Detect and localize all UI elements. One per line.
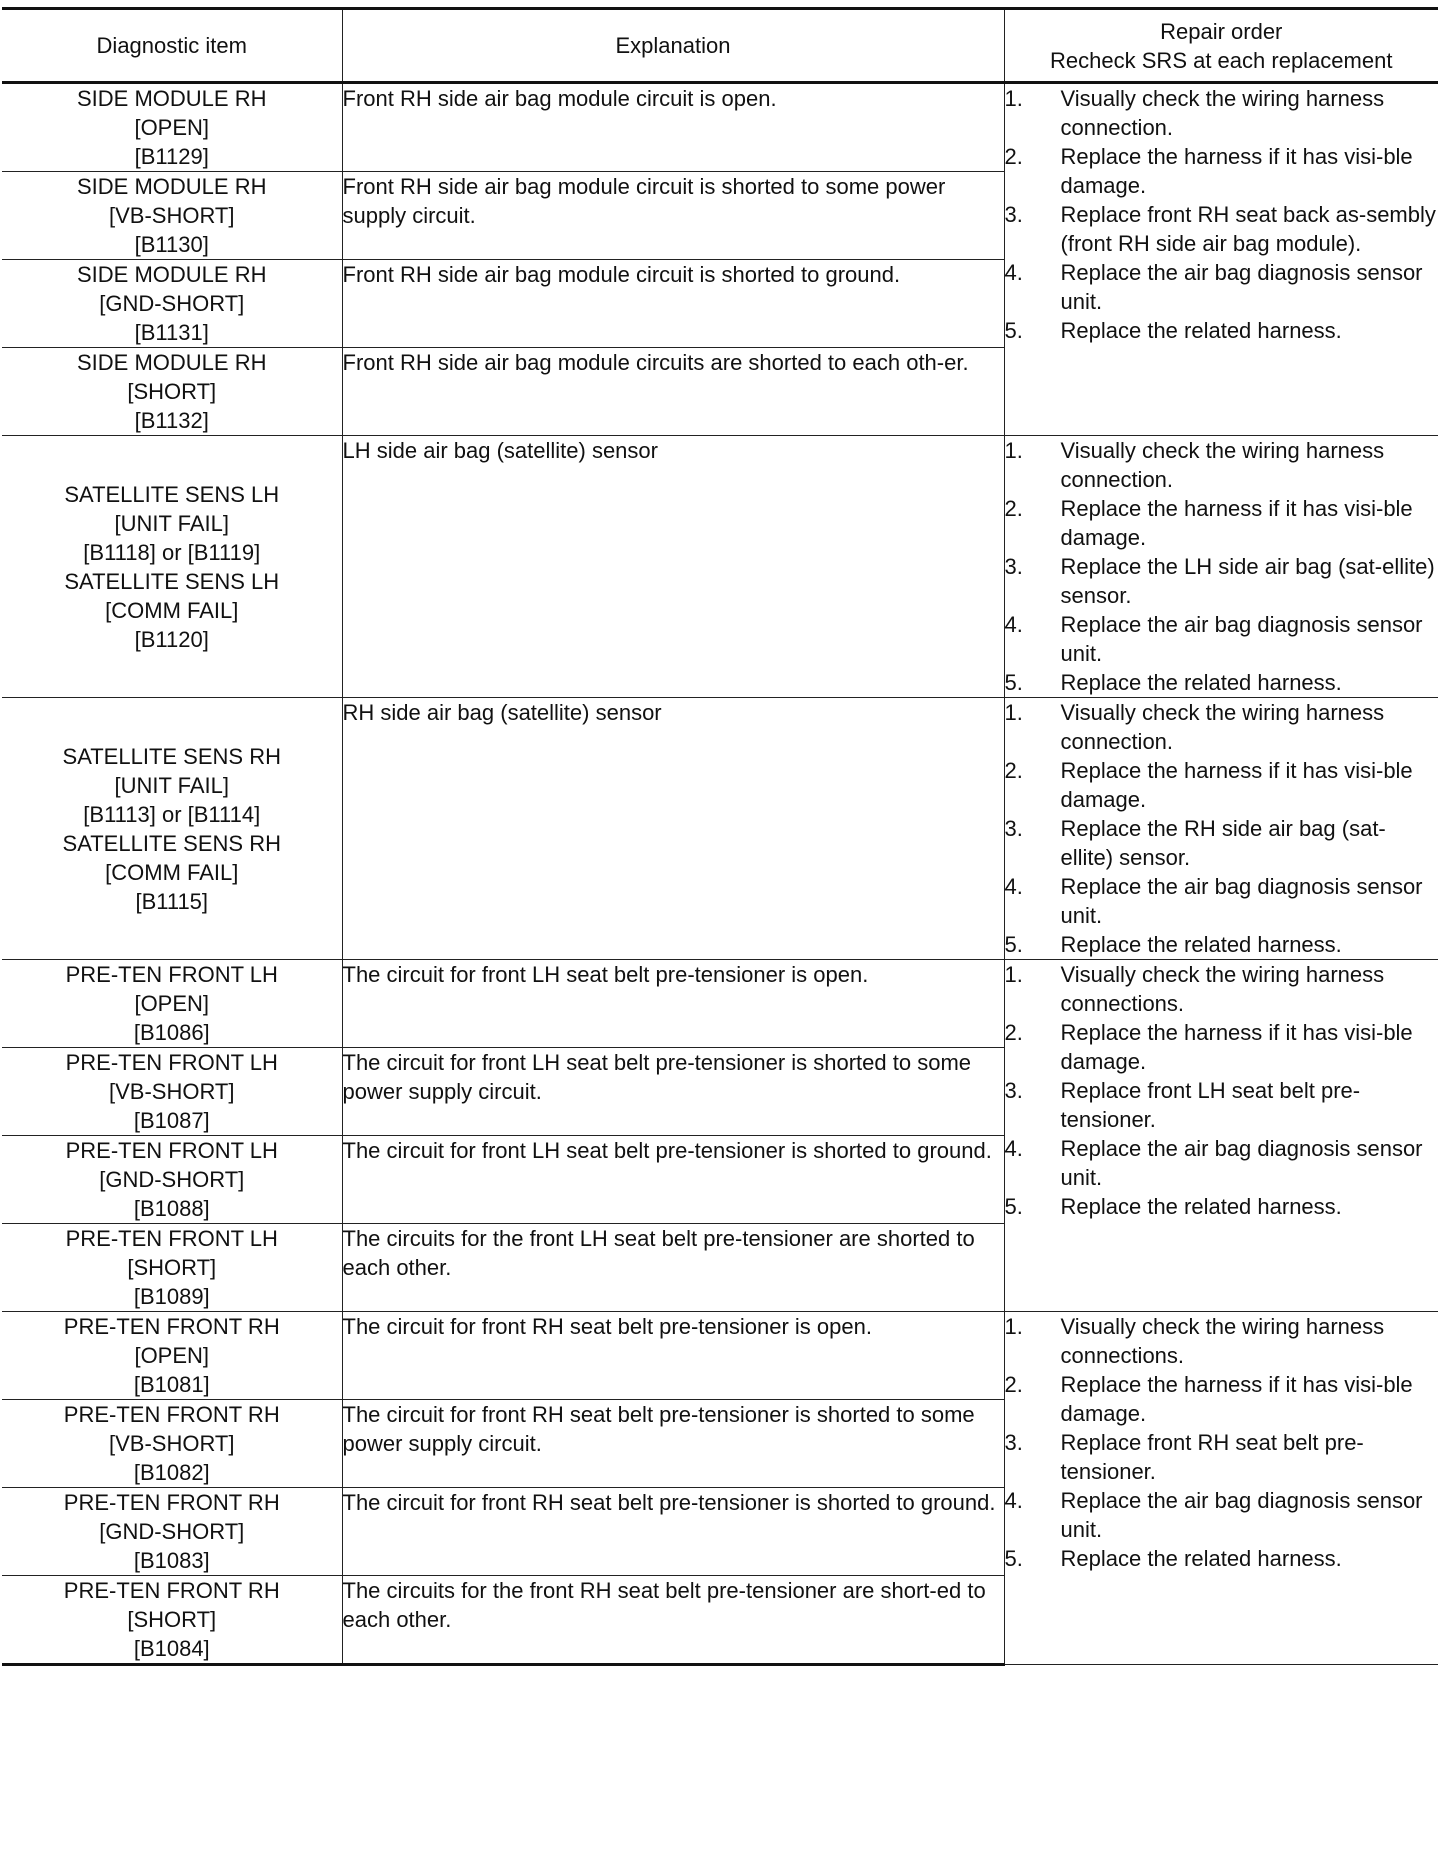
diagnostic-item-line: [GND-SHORT] [99,1167,245,1192]
diagnostic-item-line: [B1087] [133,1108,210,1133]
repair-step [1005,1486,1439,1544]
repair-step [1005,316,1439,345]
repair-step [1005,1134,1439,1192]
repair-step [1005,930,1439,959]
diagnostic-item-cell [2,1312,342,1400]
diagnostic-item-line: SIDE MODULE RH [77,174,267,199]
repair-step-text: Replace front RH seat back as-sembly (front RH side air bag module). [1060,202,1436,256]
repair-step [1005,436,1439,494]
diagnostic-item-cell [2,1136,342,1224]
repair-step-text: Replace the RH side air bag (sat-ellite) sensor. [1060,816,1386,870]
table-row [2,83,1438,172]
repair-step-text: Replace the related harness. [1060,318,1342,343]
diagnostic-item-cell [2,83,342,172]
explanation-cell: The circuit for front LH seat belt pre-tensioner is shorted to some power supply circuit. [342,1048,1004,1136]
diagnostic-item-line: [B1113] or [B1114] [83,801,261,827]
repair-step [1005,668,1439,697]
repair-step-text: Replace the harness if it has visi-ble damage. [1060,496,1413,550]
repair-step-number: 4. [1004,260,1023,285]
repair-step-text: Visually check the wiring harness connections. [1060,962,1385,1016]
diagnostic-item-line: [B1082] [133,1460,210,1485]
repair-step-number: 1. [1004,962,1023,987]
repair-step-number: 2. [1004,144,1023,169]
repair-step-text: Visually check the wiring harness connection. [1060,438,1385,492]
repair-step [1005,610,1439,668]
diagnostic-item-line: SIDE MODULE RH [77,350,267,375]
repair-step-text: Replace the air bag diagnosis sensor unit. [1060,1488,1423,1542]
repair-order-cell [1004,1312,1438,1665]
repair-step [1005,1018,1439,1076]
repair-step-number: 2. [1004,1372,1023,1397]
diagnostic-item-line: [B1086] [133,1020,210,1045]
diagnostic-item-line: SATELLITE SENS LH [64,568,280,594]
repair-step-text: Replace the harness if it has visi-ble damage. [1060,1372,1413,1426]
diagnostic-item-line: [B1130] [134,232,209,257]
diagnostic-item-line: PRE-TEN FRONT RH [63,1402,280,1427]
explanation-cell: Front RH side air bag module circuit is shorted to some power supply circuit. [342,172,1004,260]
repair-order-cell [1004,960,1438,1312]
explanation-cell: The circuits for the front RH seat belt pre-tensioner are short-ed to each other. [342,1576,1004,1665]
repair-step-text: Replace the related harness. [1060,932,1342,957]
diagnostic-item-line: [COMM FAIL] [105,597,239,623]
diagnostic-item-line: [UNIT FAIL] [114,772,229,798]
repair-step-number: 5. [1004,932,1023,957]
diagnostic-item-line: [B1131] [134,320,209,345]
explanation-cell: The circuits for the front LH seat belt pre-tensioner are shorted to each other. [342,1224,1004,1312]
diagnostic-item-line: PRE-TEN FRONT LH [65,1138,278,1163]
repair-step-number: 3. [1004,1430,1023,1455]
repair-step-number: 1. [1004,438,1023,463]
repair-step-text: Replace front LH seat belt pre-tensioner. [1060,1078,1361,1132]
table-header [2,9,1438,83]
repair-step-number: 4. [1004,1136,1023,1161]
repair-step [1005,756,1439,814]
diagnostic-item-line: [B1120] [134,626,209,652]
diagnostic-item-line: PRE-TEN FRONT RH [63,1314,280,1339]
diagnostic-item-line: [B1083] [133,1548,210,1573]
table-row [2,698,1438,960]
diagnostic-item-line: PRE-TEN FRONT LH [65,1226,278,1251]
repair-step-number: 2. [1004,758,1023,783]
diagnostic-item-cell [2,1576,342,1665]
repair-step [1005,1544,1439,1573]
repair-steps-list [1005,1312,1439,1573]
diagnostic-item-line: [SHORT] [127,1607,217,1632]
diagnostic-item-line: SATELLITE SENS RH [62,830,281,856]
repair-step [1005,1312,1439,1370]
explanation-cell: RH side air bag (satellite) sensor [342,698,1004,960]
diagnostic-item-line: PRE-TEN FRONT LH [65,962,278,987]
table-row [2,436,1438,698]
repair-step-number: 3. [1004,816,1023,841]
explanation-cell: The circuit for front LH seat belt pre-tensioner is open. [342,960,1004,1048]
diagnostic-item-line: [COMM FAIL] [105,859,239,885]
diagnostic-item-line: [SHORT] [127,1255,217,1280]
explanation-cell: LH side air bag (satellite) sensor [342,436,1004,698]
repair-step-text: Replace the related harness. [1060,670,1342,695]
repair-step-text: Replace the air bag diagnosis sensor unit. [1060,612,1423,666]
repair-step-text: Replace the harness if it has visi-ble damage. [1060,1020,1413,1074]
diagnostic-item-line: [GND-SHORT] [99,291,245,316]
diagnostic-item-cell [2,1048,342,1136]
repair-step-text: Replace the LH side air bag (sat-ellite) sensor. [1060,554,1435,608]
diagnostic-item-cell [2,172,342,260]
diagnostic-item-line: [OPEN] [134,1343,210,1368]
repair-order-cell [1004,698,1438,960]
diagnostic-item-line: PRE-TEN FRONT RH [63,1578,280,1603]
repair-step-number: 2. [1004,496,1023,521]
repair-order-cell [1004,83,1438,436]
repair-step-text: Replace the air bag diagnosis sensor unit. [1060,874,1423,928]
repair-step-text: Visually check the wiring harness connections. [1060,1314,1385,1368]
repair-step [1005,142,1439,200]
explanation-cell: The circuit for front RH seat belt pre-tensioner is shorted to some power supply circuit. [342,1400,1004,1488]
table-body [2,83,1438,1665]
repair-step [1005,258,1439,316]
repair-step-text: Replace the harness if it has visi-ble damage. [1060,758,1413,812]
header-repair-order [1004,9,1438,83]
diagnostic-item-line: [B1118] or [B1119] [83,539,261,565]
repair-step-number: 1. [1004,1314,1023,1339]
repair-step-number: 3. [1004,1078,1023,1103]
diagnostic-item-line: [B1115] [135,888,209,914]
repair-step-number: 2. [1004,1020,1023,1045]
repair-step-number: 1. [1004,86,1023,111]
repair-step [1005,698,1439,756]
diagnostic-item-cell [2,260,342,348]
explanation-cell: Front RH side air bag module circuits are shorted to each oth-er. [342,348,1004,436]
repair-step [1005,1370,1439,1428]
repair-step-number: 5. [1004,318,1023,343]
diagnostic-item-line: SATELLITE SENS LH [64,481,280,507]
diagnostic-item-line: [UNIT FAIL] [114,510,229,536]
explanation-cell: The circuit for front RH seat belt pre-tensioner is shorted to ground. [342,1488,1004,1576]
repair-step [1005,552,1439,610]
repair-step-number: 5. [1004,670,1023,695]
repair-step-text: Visually check the wiring harness connection. [1060,700,1385,754]
diagnostic-item-line: [B1129] [134,144,209,169]
repair-steps-list [1005,436,1439,697]
diagnostic-item-line: [B1132] [134,408,209,433]
diagnostic-item-line: [VB-SHORT] [108,203,235,228]
repair-step [1005,494,1439,552]
diagnostic-item-line: SIDE MODULE RH [77,262,267,287]
diagnostic-item-line: [GND-SHORT] [99,1519,245,1544]
repair-step-number: 4. [1004,1488,1023,1513]
repair-step [1005,872,1439,930]
repair-step [1005,814,1439,872]
diagnostic-item-cell [2,698,342,960]
repair-step-number: 1. [1004,700,1023,725]
repair-step-text: Replace the related harness. [1060,1546,1342,1571]
diagnostic-item-line: SATELLITE SENS RH [62,743,281,769]
diagnostic-item-line: PRE-TEN FRONT RH [63,1490,280,1515]
diagnostic-item-line: [OPEN] [134,115,210,140]
repair-steps-list [1005,84,1439,345]
diagnostic-item-cell [2,348,342,436]
explanation-cell: The circuit for front RH seat belt pre-tensioner is open. [342,1312,1004,1400]
repair-step-number: 5. [1004,1546,1023,1571]
diagnostic-item-cell [2,960,342,1048]
explanation-cell: Front RH side air bag module circuit is open. [342,83,1004,172]
diagnostic-item-line: [B1089] [133,1284,210,1309]
repair-step-text: Replace the air bag diagnosis sensor unit. [1060,1136,1423,1190]
diagnostic-item-cell [2,1224,342,1312]
repair-step [1005,1076,1439,1134]
explanation-cell: The circuit for front LH seat belt pre-tensioner is shorted to ground. [342,1136,1004,1224]
diagnostic-item-line: [VB-SHORT] [108,1079,235,1104]
diagnostic-item-line: [B1081] [133,1372,210,1397]
diagnostic-item-line: PRE-TEN FRONT LH [65,1050,278,1075]
diagnostic-item-line: [VB-SHORT] [108,1431,235,1456]
repair-step-number: 5. [1004,1194,1023,1219]
repair-step-number: 3. [1004,554,1023,579]
repair-step-text: Replace front RH seat belt pre-tensioner. [1060,1430,1364,1484]
explanation-cell: Front RH side air bag module circuit is shorted to ground. [342,260,1004,348]
repair-steps-list [1005,960,1439,1221]
repair-step [1005,1192,1439,1221]
header-diagnostic-item: Diagnostic item [2,9,342,83]
header-repair-order-note: Recheck SRS at each replacement [1050,47,1393,73]
repair-step-text: Visually check the wiring harness connection. [1060,86,1385,140]
diagnostic-item-line: [OPEN] [134,991,210,1016]
repair-step-text: Replace the related harness. [1060,1194,1342,1219]
diagnostic-item-line: [B1084] [133,1636,210,1661]
repair-steps-list [1005,698,1439,959]
repair-step-number: 4. [1004,612,1023,637]
diagnostic-item-cell [2,1488,342,1576]
repair-order-cell [1004,436,1438,698]
repair-step-text: Replace the harness if it has visi-ble damage. [1060,144,1413,198]
repair-step [1005,84,1439,142]
repair-step [1005,960,1439,1018]
diagnostic-item-cell [2,1400,342,1488]
repair-step-text: Replace the air bag diagnosis sensor unit. [1060,260,1423,314]
header-repair-order-title: Repair order [1160,18,1283,44]
repair-step-number: 4. [1004,874,1023,899]
table-row [2,1312,1438,1400]
repair-step-number: 3. [1004,202,1023,227]
diagnostic-item-line: SIDE MODULE RH [77,86,267,111]
diagnostic-item-line: [B1088] [133,1196,210,1221]
repair-step [1005,200,1439,258]
header-explanation: Explanation [342,9,1004,83]
repair-step [1005,1428,1439,1486]
diagnostic-item-line: [SHORT] [127,379,217,404]
table-row [2,960,1438,1048]
diagnostic-table [2,7,1438,1666]
diagnostic-item-cell [2,436,342,698]
